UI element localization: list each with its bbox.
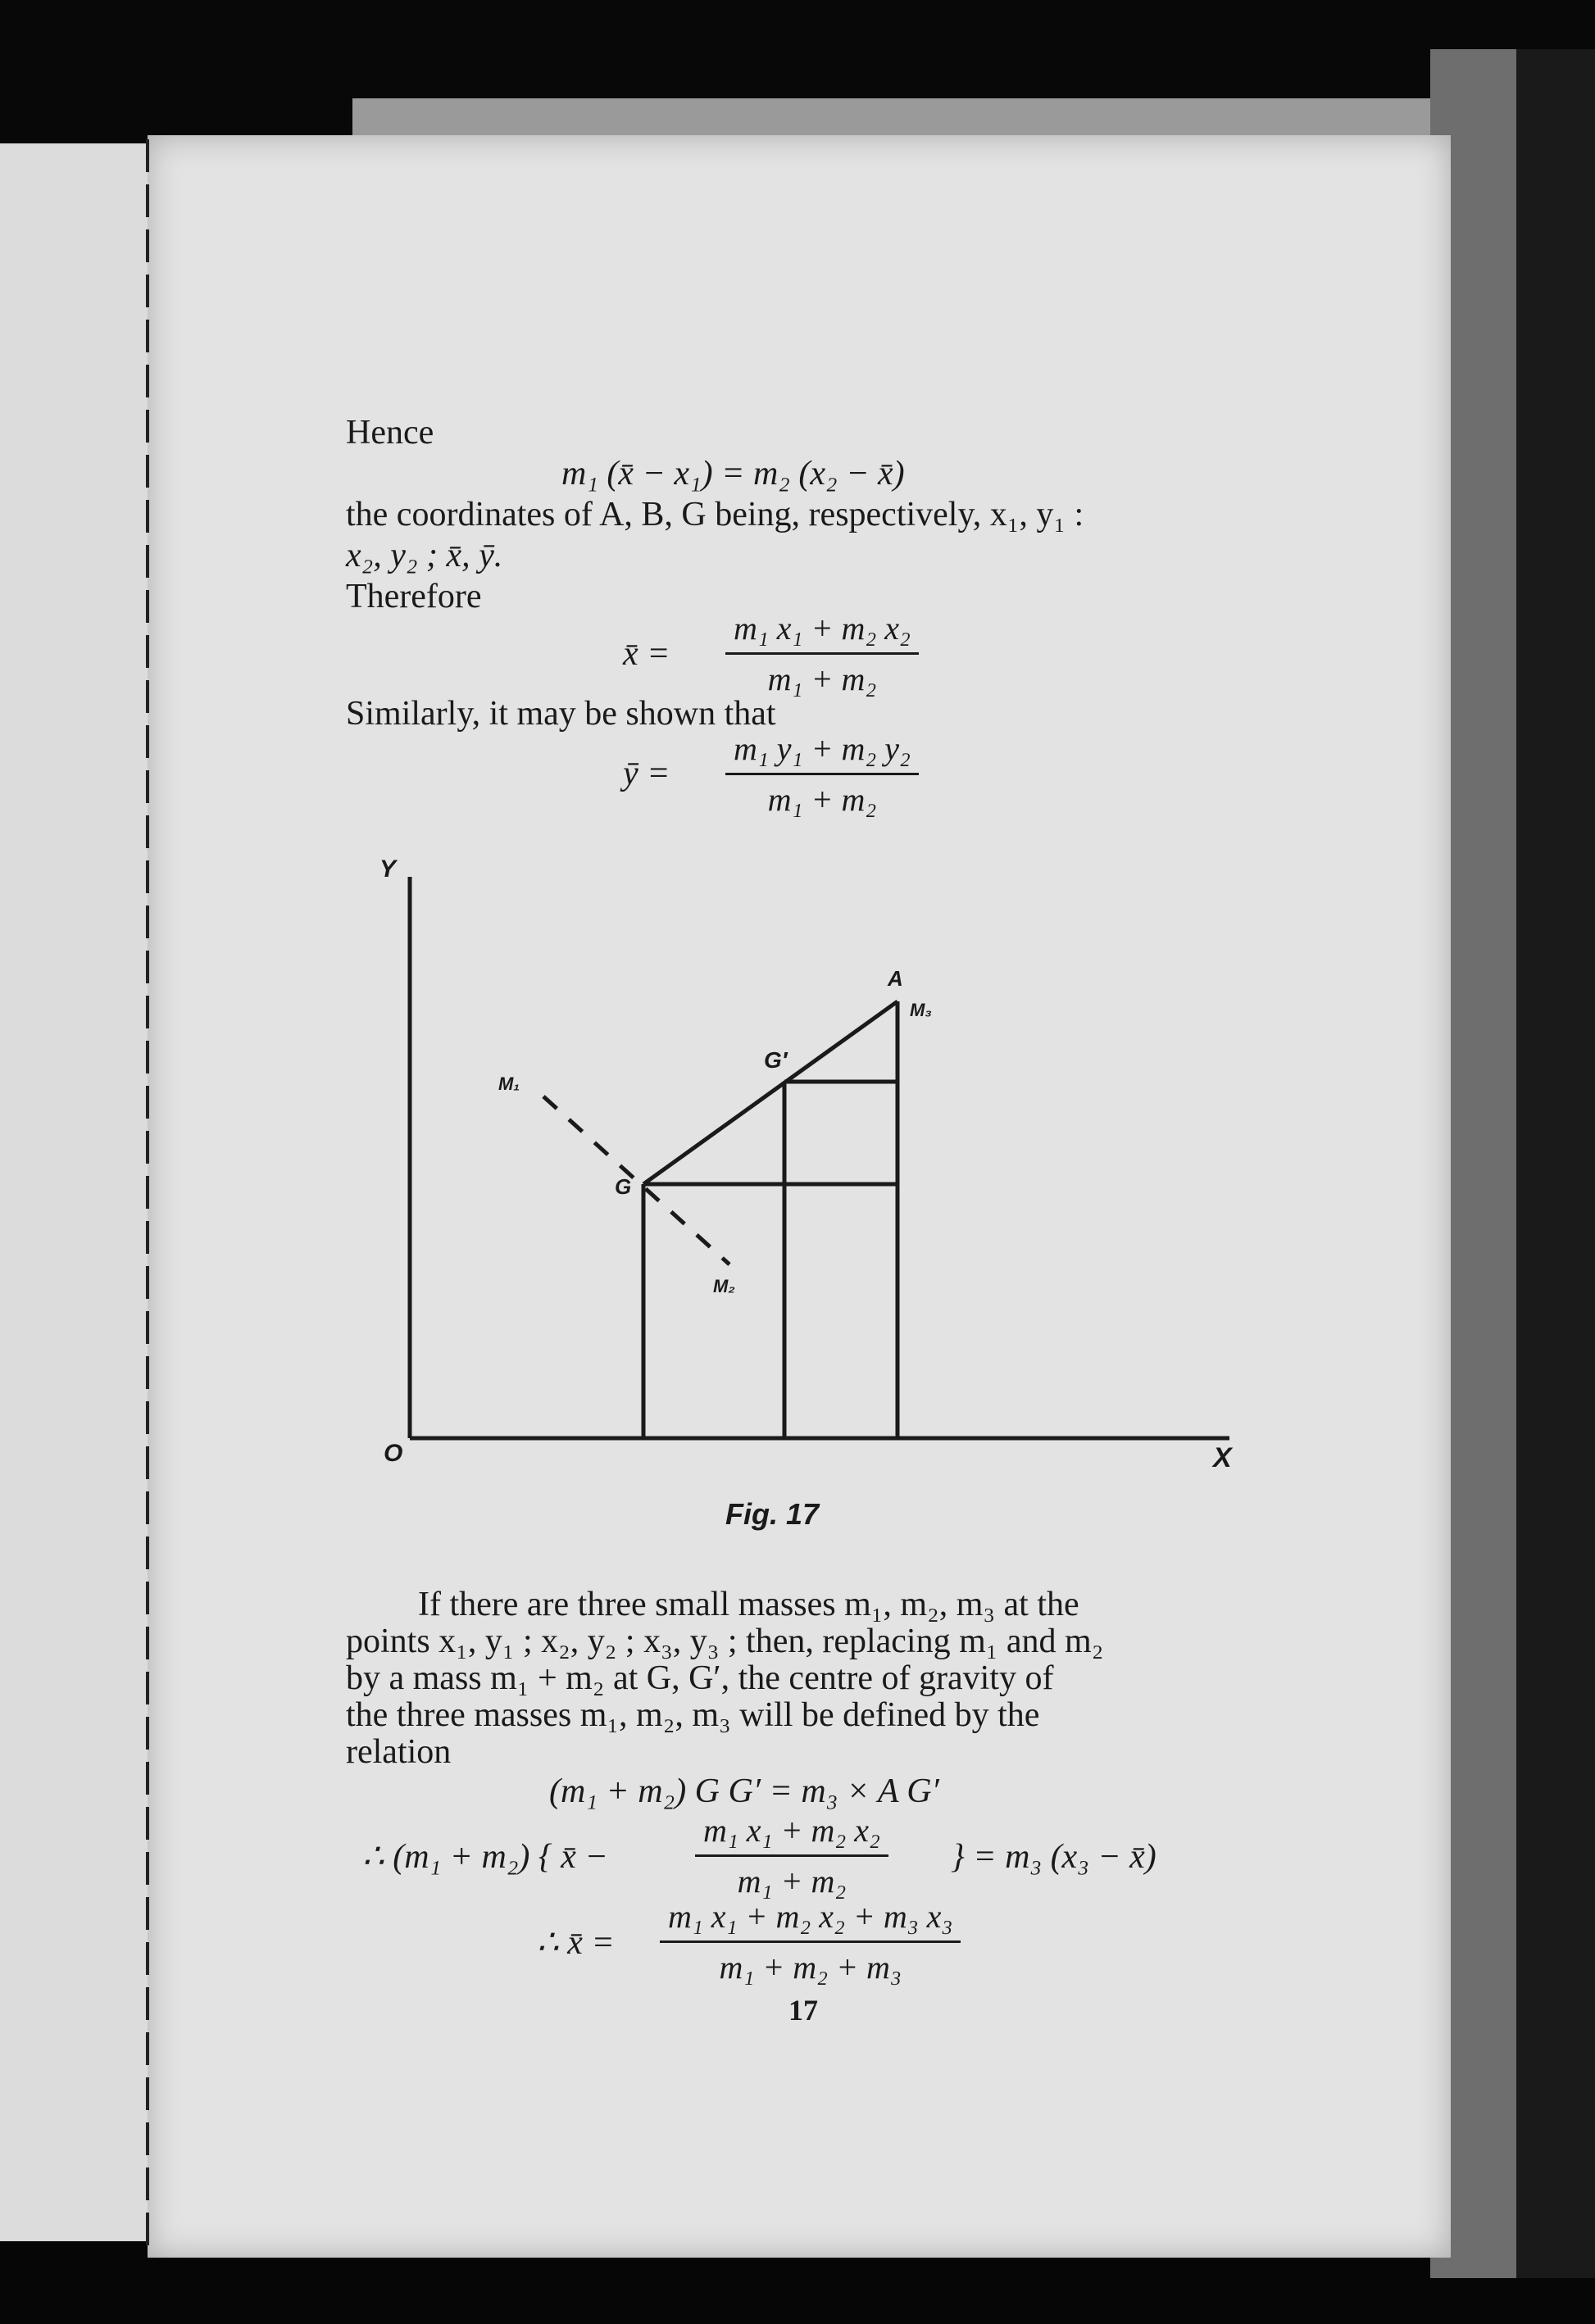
fraction-xbar-numerator: m₁ x₁ + m₂ x₂ xyxy=(734,610,911,647)
label-A: A xyxy=(888,966,903,991)
label-x-axis: X xyxy=(1213,1442,1232,1473)
text-therefore: Therefore xyxy=(346,578,482,615)
figure-caption: Fig. 17 xyxy=(725,1497,820,1531)
label-m3: M₃ xyxy=(910,1000,932,1020)
label-G: G xyxy=(615,1174,632,1199)
fraction-therefore-1 xyxy=(695,1811,888,1900)
equation-relation: (m₁ + m₂) G G′ = m₃ × A G′ xyxy=(549,1773,939,1810)
line-G-to-A xyxy=(643,1001,897,1184)
fraction-therefore-1-denominator: m₁ + m₂ xyxy=(737,1863,847,1900)
label-m2: M₂ xyxy=(713,1276,735,1296)
label-m1: M₁ xyxy=(498,1073,520,1094)
text-coordinates-cont: x₂, y₂ ; x̄, ȳ. xyxy=(346,537,503,574)
fraction-bar xyxy=(695,1854,888,1857)
xbar-lhs: x̄ = xyxy=(623,635,670,673)
para-line-3: by a mass m₁ + m₂ at G, G′, the centre of gravity of xyxy=(346,1659,1054,1697)
equation-therefore-2-left: ∴ x̄ = xyxy=(537,1924,615,1962)
text-hence: Hence xyxy=(346,414,434,452)
fraction-ybar-denominator: m₁ + m₂ xyxy=(767,781,877,818)
equation-therefore-1-right: } = m₃ (x₃ − x̄) xyxy=(951,1838,1156,1876)
text-similarly: Similarly, it may be shown that xyxy=(346,695,776,733)
fraction-therefore-2-numerator: m₁ x₁ + m₂ x₂ + m₃ x₃ xyxy=(668,1898,953,1935)
ybar-lhs: ȳ = xyxy=(623,755,670,792)
fraction-ybar-numerator: m₁ y₁ + m₂ y₂ xyxy=(734,730,911,767)
fraction-bar xyxy=(660,1940,961,1943)
fraction-xbar-denominator: m₁ + m₂ xyxy=(767,660,877,697)
para-line-5: relation xyxy=(346,1733,452,1771)
label-G-prime: G′ xyxy=(764,1047,788,1073)
dashed-line-m1-m2 xyxy=(543,1096,729,1264)
equation-therefore-1-left: ∴ (m₁ + m₂) { x̄ − xyxy=(362,1838,608,1876)
para-line-4: the three masses m₁, m₂, m₃ will be defined by the xyxy=(346,1696,1040,1734)
equation-moment-balance: m₁ (x̄ − x₁) = m₂ (x₂ − x̄) xyxy=(561,455,905,492)
binding-gutter-line xyxy=(146,139,149,2254)
label-y-axis: Y xyxy=(379,856,397,883)
para-line-1: If there are three small masses m₁, m₂, m₃ at the xyxy=(418,1586,1079,1623)
book-page xyxy=(148,135,1451,2258)
facing-page-left xyxy=(0,143,152,2241)
fraction-therefore-1-numerator: m₁ x₁ + m₂ x₂ xyxy=(703,1812,880,1849)
fraction-therefore-2 xyxy=(660,1897,961,1986)
text-coordinates: the coordinates of A, B, G being, respectively, x₁, y₁ : xyxy=(346,496,1084,533)
cover-shadow xyxy=(1516,49,1595,2278)
page-number: 17 xyxy=(788,1994,818,2027)
para-line-2: points x₁, y₁ ; x₂, y₂ ; x₃, y₃ ; then, replacing m₁ and m₂ xyxy=(346,1623,1104,1660)
label-origin: O xyxy=(384,1440,403,1467)
fraction-therefore-2-denominator: m₁ + m₂ + m₃ xyxy=(719,1949,902,1986)
